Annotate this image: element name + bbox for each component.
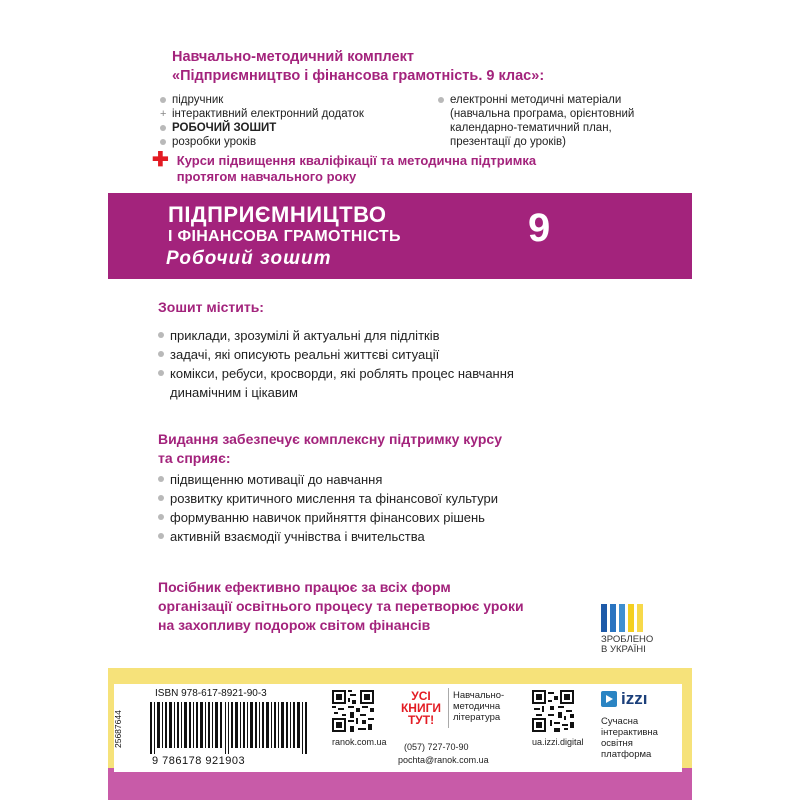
bullet-icon: [158, 514, 164, 520]
kit-title: [172, 48, 672, 86]
plus-icon: +: [160, 108, 167, 120]
side-code: 25687644: [113, 710, 123, 748]
courses-line1: Курси підвищення кваліфікації та методична підтримка: [176, 153, 537, 168]
courses-note: [152, 149, 632, 185]
play-icon: [601, 691, 617, 707]
kit-item: підручник: [160, 93, 364, 107]
ukraine-bars-icon: [601, 604, 665, 632]
bar: [610, 604, 616, 632]
qr-code-icon: [332, 690, 374, 732]
barcode-digits: 9 786178 921903: [152, 755, 246, 767]
list-item: активній взаємодії учнівства і вчительства: [158, 527, 578, 546]
divider: [448, 688, 449, 728]
red-plus-icon: ✚: [152, 149, 169, 171]
email: pochta@ranok.com.ua: [398, 755, 489, 765]
bullet-icon: [158, 332, 164, 338]
kit-item: розробки уроків: [160, 135, 364, 149]
kit-item: РОБОЧИЙ ЗОШИТ: [160, 121, 364, 135]
publisher-category: Навчально- методична література: [453, 690, 505, 723]
izzi-description: Сучасна інтерактивна освітня платформа: [601, 716, 658, 760]
book-title-sub: І ФІНАНСОВА ГРАМОТНІСТЬ: [168, 228, 401, 245]
kit-item-cont: презентації до уроків): [450, 136, 566, 148]
list-item: приклади, зрозумілі й актуальні для підлітків: [158, 326, 578, 345]
list-item: розвитку критичного мислення та фінансової культури: [158, 489, 578, 508]
kit-list-right: [438, 93, 678, 149]
bullet-icon: [158, 476, 164, 482]
support-heading: Видання забезпечує комплексну підтримку курсу та сприяє:: [158, 431, 502, 466]
list-item: комікси, ребуси, кросворди, які роблять процес навчання динамічним і цікавим: [158, 364, 578, 402]
book-title: ПІДПРИЄМНИЦТВО: [168, 202, 387, 227]
bar: [628, 604, 634, 632]
made-in-ukraine-badge: ЗРОБЛЕНО В УКРАЇНІ: [601, 604, 665, 655]
bullet-icon: [160, 97, 166, 103]
bullet-icon: [158, 370, 164, 376]
list-item: підвищенню мотивації до навчання: [158, 470, 578, 489]
kit-title-line1: Навчально-методичний комплект: [172, 49, 414, 65]
bar: [601, 604, 607, 632]
barcode-icon: [150, 702, 308, 754]
bullet-icon: [160, 139, 166, 145]
kit-item-cont: (навчальна програма, орієнтовний: [450, 108, 635, 120]
grade-number: 9: [528, 206, 551, 250]
izzi-logo: izzı: [601, 690, 647, 708]
kit-item: електронні методичні матеріали: [438, 93, 678, 107]
phone: (057) 727-70-90: [404, 742, 469, 752]
isbn: ISBN 978-617-8921-90-3: [155, 688, 267, 699]
contains-list: [158, 326, 578, 402]
site-izzi: ua.izzi.digital: [532, 737, 584, 747]
bullet-icon: [158, 533, 164, 539]
kit-list-left: [160, 93, 364, 149]
bar: [637, 604, 643, 632]
list-item: задачі, які описують реальні життєві ситуації: [158, 345, 578, 364]
bullet-icon: [158, 351, 164, 357]
kit-item: + інтерактивний електронний додаток: [160, 108, 364, 120]
bullet-icon: [160, 125, 166, 131]
contains-heading: Зошит містить:: [158, 299, 264, 315]
site-ranok: ranok.com.ua: [332, 737, 387, 747]
courses-line2: протягом навчального року: [176, 169, 357, 184]
all-books-here: УСІ КНИГИ ТУТ!: [400, 689, 442, 727]
footer-pink-band: [108, 768, 692, 800]
support-list: [158, 470, 578, 546]
bullet-icon: [158, 495, 164, 501]
qr-code-icon: [532, 690, 574, 732]
bar: [619, 604, 625, 632]
kit-title-line2: «Підприємництво і фінансова грамотність. 9 клас»:: [172, 68, 545, 84]
kit-item-cont: календарно-тематичний план,: [450, 122, 612, 134]
book-type: Робочий зошит: [166, 248, 332, 269]
closing-text: Посібник ефективно працює за всіх форм організації освітнього процесу та перетворює уроки на захопливу подорож світом фінансів: [158, 579, 524, 633]
list-item: формуванню навичок прийняття фінансових рішень: [158, 508, 578, 527]
bullet-icon: [438, 97, 444, 103]
